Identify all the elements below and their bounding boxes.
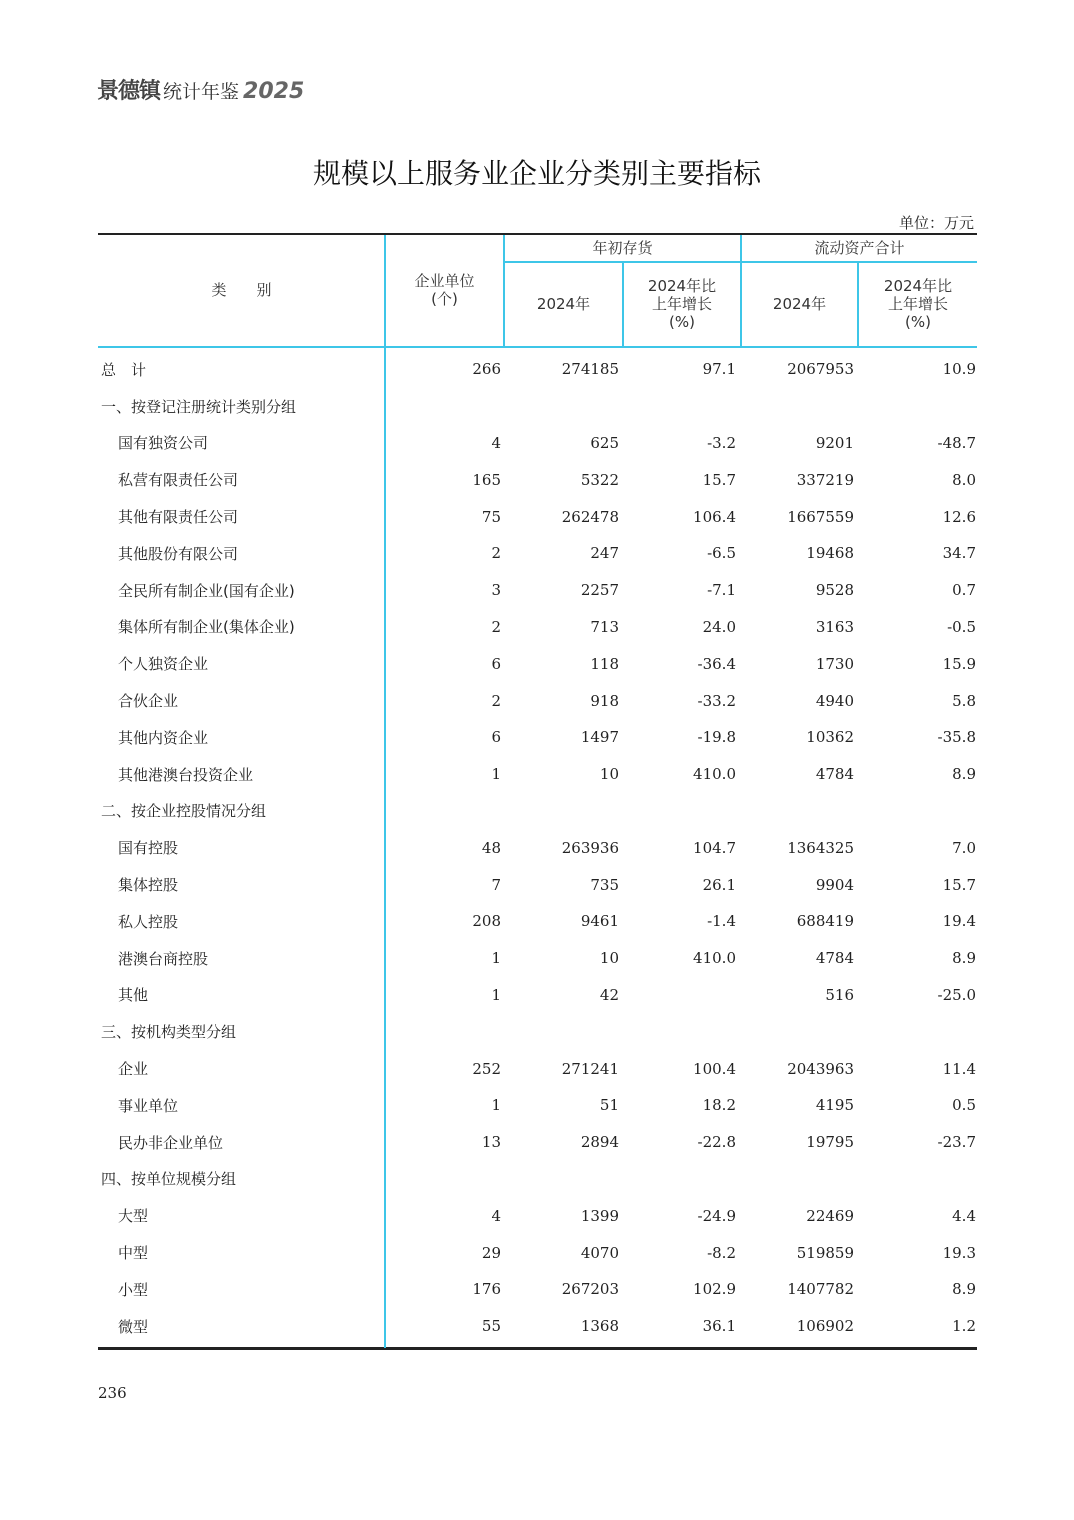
header-year: 2025 [243,79,305,104]
cell-value: -1.4 [707,912,736,931]
cell-value: 26.1 [702,875,736,894]
cell-value: 13 [481,1133,501,1152]
table-row [98,756,977,793]
row-label: 一、按登记注册统计类别分组 [101,397,297,416]
cell-value: 2 [491,691,501,710]
row-label: 小型 [118,1280,149,1299]
header-bottom-line-left [98,346,385,348]
cell-value: 262478 [561,507,619,526]
cell-value: 3 [491,581,501,600]
row-label: 个人独资企业 [118,655,209,674]
cell-value: -8.2 [707,1243,736,1262]
row-label: 二、按企业控股情况分组 [101,802,267,821]
cell-value: 36.1 [702,1317,736,1336]
cell-value: 247 [590,544,619,563]
header-book-title: 统计年鉴 [163,81,240,103]
row-label: 全民所有制企业(国有企业) [118,581,295,600]
cell-value: 2067953 [787,360,854,379]
cell-value: 625 [590,433,619,452]
row-label: 总 计 [101,360,147,379]
cell-value: 8.9 [952,765,976,784]
cell-value: 15.7 [942,875,976,894]
table-row [98,1271,977,1308]
cell-value: 48 [481,838,501,857]
header-units: 企业单位 (个) [414,272,475,308]
table-row [98,535,977,572]
row-label: 大型 [118,1207,149,1226]
table-row [98,793,977,830]
table-row [98,461,977,498]
cell-value: 735 [590,875,619,894]
cell-value: 1 [491,765,501,784]
cell-value: 6 [491,728,501,747]
cell-value: -3.2 [707,433,736,452]
header-brand: 景德镇 [97,79,161,104]
unit-note: 单位：万元 [898,214,974,232]
cell-value: 688419 [796,912,854,931]
cell-value: 104.7 [693,838,736,857]
cell-value: 0.5 [952,1096,976,1115]
cell-value: 4784 [815,949,854,968]
cell-value: -6.5 [707,544,736,563]
cell-value: 7 [491,875,501,894]
cell-value: 10362 [806,728,854,747]
row-label: 港澳台商控股 [118,949,209,968]
cell-value: 10 [599,949,619,968]
cell-value: 42 [599,985,619,1004]
cell-value: 4 [491,1206,501,1225]
row-label: 民办非企业单位 [118,1133,224,1152]
cell-value: 9528 [815,581,854,600]
row-label: 企业 [118,1060,149,1079]
table-row [98,1234,977,1271]
table-row [98,572,977,609]
cell-value: 10.9 [942,360,976,379]
cell-value: 4940 [815,691,854,710]
cell-value: 410.0 [693,765,736,784]
cell-value: -23.7 [937,1133,976,1152]
cell-value: 2 [491,544,501,563]
cell-value: 267203 [561,1280,619,1299]
row-label: 其他 [118,986,149,1005]
cell-value: 5.8 [952,691,976,710]
row-label: 微型 [118,1317,149,1336]
row-label: 其他有限责任公司 [118,508,239,527]
row-label: 国有控股 [118,839,179,858]
cell-value: 4.4 [952,1206,976,1225]
header-category: 类 别 [211,281,272,299]
table-row [98,829,977,866]
cell-value: 4 [491,433,501,452]
cell-value: 4195 [815,1096,854,1115]
cell-value: 9201 [815,433,854,452]
cell-value: 165 [472,470,501,489]
cell-value: 15.7 [702,470,736,489]
table-row [98,1308,977,1345]
cell-value: 1 [491,949,501,968]
cell-value: 19.4 [942,912,976,931]
table-row [98,977,977,1014]
cell-value: 1730 [815,654,854,673]
cell-value: 34.7 [942,544,976,563]
table-row [98,1050,977,1087]
cell-value: 9461 [580,912,619,931]
cell-value: 7.0 [952,838,976,857]
cell-value: -7.1 [707,581,736,600]
cell-value: 2043963 [787,1059,854,1078]
cell-value: 8.0 [952,470,976,489]
cell-value: 1 [491,1096,501,1115]
cell-value: 51 [599,1096,619,1115]
cell-value: -25.0 [937,985,976,1004]
cell-value: 713 [590,617,619,636]
cell-value: 6 [491,654,501,673]
row-label: 其他港澳台投资企业 [118,765,254,784]
cell-value: 516 [825,985,854,1004]
cell-value: 176 [472,1280,501,1299]
table-row [98,388,977,425]
cell-value: -33.2 [697,691,736,710]
cell-value: 1 [491,985,501,1004]
running-header [97,74,304,104]
cell-value: 918 [590,691,619,710]
cell-value: 9904 [815,875,854,894]
row-label: 私营有限责任公司 [118,471,239,490]
cell-value: 19468 [806,544,854,563]
header-assets-year: 2024年 [772,295,827,313]
header-bottom-line [385,346,977,348]
cell-value: 1407782 [787,1280,854,1299]
table-bottom-rule [98,1347,977,1350]
cell-value: 3163 [815,617,854,636]
row-label: 其他股份有限公司 [118,544,239,563]
table-row [98,719,977,756]
cell-value: -36.4 [697,654,736,673]
table-row [98,351,977,388]
header-assets-growth: 2024年比 上年增长 (%) [883,277,953,331]
cell-value: 97.1 [702,360,736,379]
row-label: 其他内资企业 [118,728,209,747]
cell-value: 1497 [580,728,619,747]
page-number: 236 [98,1384,127,1402]
cell-value: 2894 [580,1133,619,1152]
cell-value: 18.2 [702,1096,736,1115]
table-row [98,1161,977,1198]
cell-value: 1399 [580,1206,619,1225]
cell-value: 1.2 [952,1317,976,1336]
table-row [98,1013,977,1050]
cell-value: 208 [472,912,501,931]
cell-value: 106902 [796,1317,854,1336]
cell-value: -35.8 [937,728,976,747]
row-label: 中型 [118,1244,149,1263]
cell-value: 274185 [561,360,619,379]
table-row [98,1087,977,1124]
cell-value: 29 [481,1243,501,1262]
cell-value: 106.4 [693,507,736,526]
table-row [98,1124,977,1161]
cell-value: -22.8 [697,1133,736,1152]
row-label: 四、按单位规模分组 [101,1170,237,1189]
cell-value: 100.4 [693,1059,736,1078]
cell-value: 2 [491,617,501,636]
table-top-rule [98,233,977,235]
header-inventory-year: 2024年 [536,295,591,313]
cell-value: 75 [481,507,501,526]
cell-value: 1667559 [787,507,854,526]
cell-value: 337219 [796,470,854,489]
cell-value: 263936 [561,838,619,857]
cell-value: 102.9 [693,1280,736,1299]
row-label: 私人控股 [118,912,179,931]
cell-value: 271241 [561,1059,619,1078]
cell-value: -0.5 [947,617,976,636]
cell-value: 252 [472,1059,501,1078]
cell-value: 519859 [796,1243,854,1262]
cell-value: 8.9 [952,1280,976,1299]
cell-value: 8.9 [952,949,976,968]
page-title: 规模以上服务业企业分类别主要指标 [312,157,761,190]
row-label: 三、按机构类型分组 [101,1023,237,1042]
cell-value: 1368 [580,1317,619,1336]
cell-value: 11.4 [942,1059,976,1078]
table-row [98,866,977,903]
cell-value: -19.8 [697,728,736,747]
cell-value: 4784 [815,765,854,784]
cell-value: 4070 [580,1243,619,1262]
row-label: 集体控股 [118,876,179,895]
table-body [98,351,977,1345]
cell-value: 19.3 [942,1243,976,1262]
cell-value: -48.7 [937,433,976,452]
cell-value: 5322 [580,470,619,489]
header-inventory-group: 年初存货 [592,239,653,257]
cell-value: 1364325 [787,838,854,857]
cell-value: 22469 [806,1206,854,1225]
table-row [98,645,977,682]
cell-value: 55 [481,1317,501,1336]
table-row [98,609,977,646]
cell-value: 19795 [806,1133,854,1152]
table-row [98,425,977,462]
table-row [98,903,977,940]
row-label: 合伙企业 [118,692,179,711]
cell-value: 266 [472,360,501,379]
table-row [98,498,977,535]
cell-value: -24.9 [697,1206,736,1225]
cell-value: 410.0 [693,949,736,968]
cell-value: 10 [599,765,619,784]
cell-value: 2257 [580,581,619,600]
cell-value: 12.6 [942,507,976,526]
row-label: 国有独资公司 [118,434,209,453]
row-label: 事业单位 [118,1096,179,1115]
row-label: 集体所有制企业(集体企业) [118,618,295,637]
cell-value: 15.9 [942,654,976,673]
cell-value: 24.0 [702,617,736,636]
header-assets-group: 流动资产合计 [814,239,905,257]
table-row [98,940,977,977]
table-row [98,682,977,719]
header-inventory-growth: 2024年比 上年增长 (%) [647,277,717,331]
cell-value: 118 [590,654,619,673]
cell-value: 0.7 [952,581,976,600]
table-row [98,1197,977,1234]
